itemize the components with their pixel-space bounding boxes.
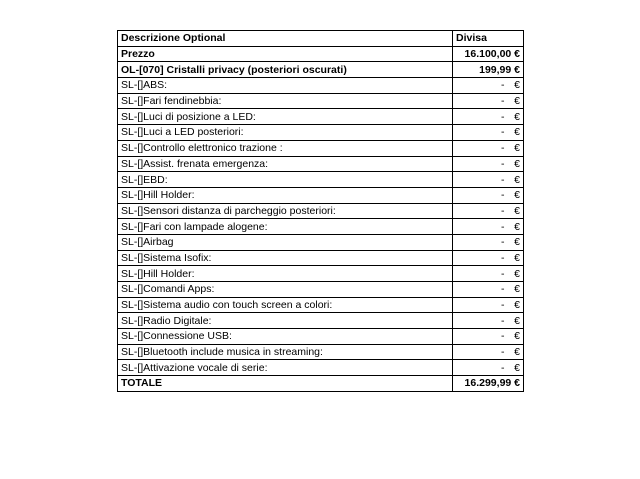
item-dash: - bbox=[501, 251, 505, 264]
item-dash: - bbox=[501, 314, 505, 327]
item-dash: - bbox=[501, 361, 505, 374]
item-currency: € bbox=[514, 251, 520, 264]
option-paid-row bbox=[118, 62, 524, 78]
price-row bbox=[118, 46, 524, 62]
table-row bbox=[118, 109, 524, 125]
table-row bbox=[118, 125, 524, 141]
item-value bbox=[453, 93, 524, 109]
table-row bbox=[118, 187, 524, 203]
table-row bbox=[118, 234, 524, 250]
price-label: Prezzo bbox=[118, 46, 453, 62]
item-currency: € bbox=[514, 95, 520, 108]
table-row bbox=[118, 156, 524, 172]
item-dash: - bbox=[501, 283, 505, 296]
option-paid-value: 199,99 € bbox=[453, 62, 524, 78]
item-currency: € bbox=[514, 330, 520, 343]
header-description: Descrizione Optional bbox=[118, 31, 453, 47]
item-label: SL-[]Comandi Apps: bbox=[118, 282, 453, 298]
optional-table bbox=[117, 30, 524, 392]
item-label: SL-[]Sistema Isofix: bbox=[118, 250, 453, 266]
table-row bbox=[118, 219, 524, 235]
item-label: SL-[]Sistema audio con touch screen a colori: bbox=[118, 297, 453, 313]
item-dash: - bbox=[501, 220, 505, 233]
table-row bbox=[118, 203, 524, 219]
item-label: SL-[]Bluetooth include musica in streaming: bbox=[118, 344, 453, 360]
item-currency: € bbox=[514, 157, 520, 170]
table-row bbox=[118, 172, 524, 188]
item-label: SL-[]Radio Digitale: bbox=[118, 313, 453, 329]
item-value bbox=[453, 360, 524, 376]
item-dash: - bbox=[501, 189, 505, 202]
item-value bbox=[453, 282, 524, 298]
item-label: SL-[]Controllo elettronico trazione : bbox=[118, 140, 453, 156]
table-row bbox=[118, 282, 524, 298]
item-label: SL-[]Airbag bbox=[118, 234, 453, 250]
item-dash: - bbox=[501, 110, 505, 123]
item-currency: € bbox=[514, 79, 520, 92]
table-row bbox=[118, 93, 524, 109]
item-value bbox=[453, 266, 524, 282]
table-row bbox=[118, 140, 524, 156]
header-currency: Divisa bbox=[453, 31, 524, 47]
item-value bbox=[453, 125, 524, 141]
item-dash: - bbox=[501, 173, 505, 186]
total-value: 16.299,99 € bbox=[453, 376, 524, 392]
item-currency: € bbox=[514, 314, 520, 327]
item-currency: € bbox=[514, 220, 520, 233]
table-row bbox=[118, 344, 524, 360]
item-currency: € bbox=[514, 361, 520, 374]
item-currency: € bbox=[514, 267, 520, 280]
item-value bbox=[453, 313, 524, 329]
item-dash: - bbox=[501, 330, 505, 343]
item-value bbox=[453, 140, 524, 156]
table-row bbox=[118, 313, 524, 329]
item-dash: - bbox=[501, 267, 505, 280]
item-value bbox=[453, 329, 524, 345]
item-currency: € bbox=[514, 126, 520, 139]
item-value bbox=[453, 250, 524, 266]
item-value bbox=[453, 219, 524, 235]
item-value bbox=[453, 109, 524, 125]
total-label: TOTALE bbox=[118, 376, 453, 392]
item-label: SL-[]Luci di posizione a LED: bbox=[118, 109, 453, 125]
item-dash: - bbox=[501, 79, 505, 92]
item-currency: € bbox=[514, 173, 520, 186]
table-row bbox=[118, 297, 524, 313]
item-dash: - bbox=[501, 95, 505, 108]
item-label: SL-[]Hill Holder: bbox=[118, 187, 453, 203]
item-currency: € bbox=[514, 189, 520, 202]
item-dash: - bbox=[501, 204, 505, 217]
item-label: SL-[]Assist. frenata emergenza: bbox=[118, 156, 453, 172]
item-currency: € bbox=[514, 299, 520, 312]
item-dash: - bbox=[501, 346, 505, 359]
item-label: SL-[]Connessione USB: bbox=[118, 329, 453, 345]
table-row bbox=[118, 329, 524, 345]
table-row bbox=[118, 250, 524, 266]
item-value bbox=[453, 172, 524, 188]
item-currency: € bbox=[514, 110, 520, 123]
item-dash: - bbox=[501, 126, 505, 139]
item-currency: € bbox=[514, 283, 520, 296]
item-label: SL-[]EBD: bbox=[118, 172, 453, 188]
item-currency: € bbox=[514, 236, 520, 249]
item-currency: € bbox=[514, 142, 520, 155]
item-label: SL-[]Attivazione vocale di serie: bbox=[118, 360, 453, 376]
item-value bbox=[453, 156, 524, 172]
item-value bbox=[453, 187, 524, 203]
table-row bbox=[118, 360, 524, 376]
total-row bbox=[118, 376, 524, 392]
header-row bbox=[118, 31, 524, 47]
item-label: SL-[]Fari fendinebbia: bbox=[118, 93, 453, 109]
item-currency: € bbox=[514, 204, 520, 217]
price-value: 16.100,00 € bbox=[453, 46, 524, 62]
item-value bbox=[453, 234, 524, 250]
item-label: SL-[]ABS: bbox=[118, 78, 453, 94]
item-label: SL-[]Hill Holder: bbox=[118, 266, 453, 282]
item-value bbox=[453, 203, 524, 219]
item-label: SL-[]Fari con lampade alogene: bbox=[118, 219, 453, 235]
item-label: SL-[]Luci a LED posteriori: bbox=[118, 125, 453, 141]
item-value bbox=[453, 344, 524, 360]
item-label: SL-[]Sensori distanza di parcheggio posteriori: bbox=[118, 203, 453, 219]
item-value bbox=[453, 78, 524, 94]
item-dash: - bbox=[501, 236, 505, 249]
item-value bbox=[453, 297, 524, 313]
option-paid-label: OL-[070] Cristalli privacy (posteriori oscurati) bbox=[118, 62, 453, 78]
table-row bbox=[118, 266, 524, 282]
item-dash: - bbox=[501, 299, 505, 312]
item-dash: - bbox=[501, 157, 505, 170]
table-row bbox=[118, 78, 524, 94]
item-dash: - bbox=[501, 142, 505, 155]
item-currency: € bbox=[514, 346, 520, 359]
